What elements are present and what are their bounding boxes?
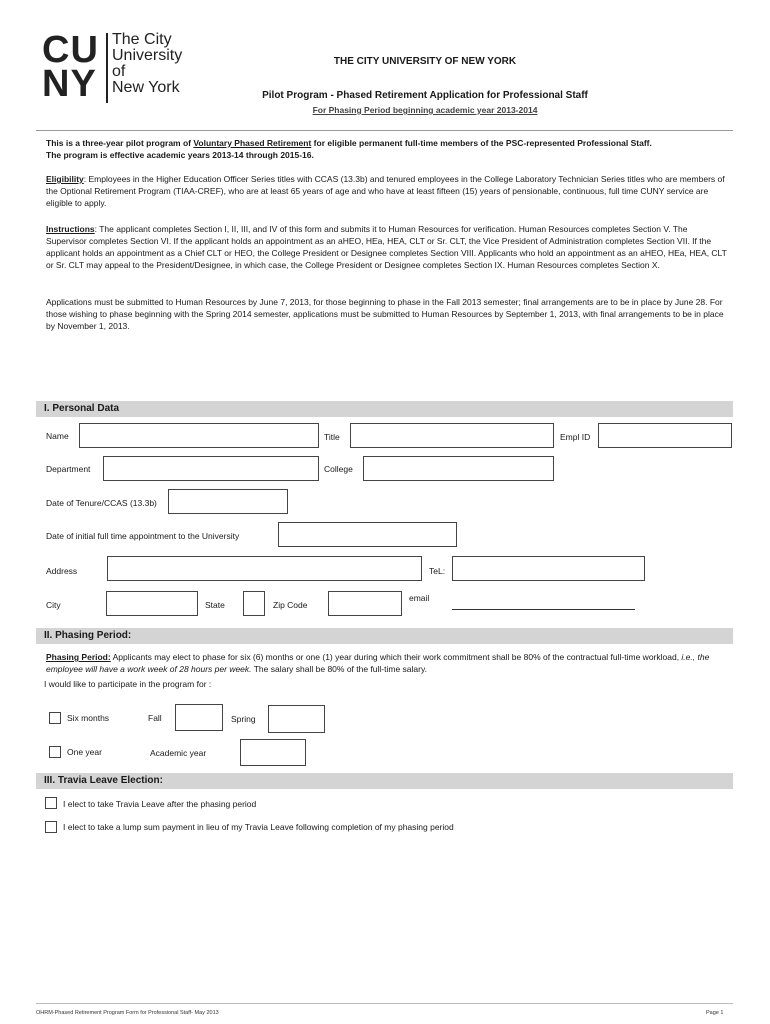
one-year-checkbox[interactable] [49, 746, 61, 758]
phasing-period-label: Phasing Period: [46, 652, 111, 662]
applications-text: Applications must be submitted to Human Resources by June 7, 2013, for those beginning to phase in the Fall 2013 semester; final arrangements are to be in place by June 28. For those wishing to phase beginning with the Spring 2014 semester, applications must be submitted to Human Resources by September 1, 2013, with final arrangements to be in place by November 1, 2013. [46, 297, 724, 331]
empl-id-input[interactable] [598, 423, 732, 448]
fall-label: Fall [148, 713, 162, 723]
instructions-text: : The applicant completes Section I, II, III, and IV of this form and submits it to Human Resources for verification. Human Resources completes Section V. The Supervisor completes Section VI. If the applicant holds an appointment as an aHEO, HEa, HEA, CLT or Sr. CLT, the Vice President of Administration completes Section VII. If the applicant holds an appointment as a Chief CLT or HEO, the College President or Designee completes Section VIII. Applicants who hold an appointment as an aHEO, HEa, HEA, CLT or Sr. CLT may appeal to the President/Designee, in which case, the College President or Designee completes Section IX. Human Resources completes Section X. [46, 224, 727, 270]
lump-sum-checkbox[interactable] [45, 821, 57, 833]
fall-input[interactable] [175, 704, 223, 731]
city-input[interactable] [106, 591, 198, 616]
logo-line: The City [112, 31, 172, 48]
college-input[interactable] [363, 456, 554, 481]
tenure-date-label: Date of Tenure/CCAS (13.3b) [46, 498, 157, 508]
phasing-text: Applicants may elect to phase for six (6) months or one (1) year during which their work commitment shall be 80% of the contractual full-time workload, [110, 652, 682, 662]
phased-retirement-link: Voluntary Phased Retirement [193, 138, 312, 148]
phasing-text-ie: i.e., [681, 652, 696, 662]
participate-label: I would like to participate in the program for : [44, 679, 212, 689]
address-label: Address [46, 566, 78, 576]
eligibility-text: : Employees in the Higher Education Officer Series titles with CCAS (13.3b) and tenured employees in the College Laboratory Technician Series titles who are members of the Optional Retirement Program (TIAA-CREF), who are at least 65 years of age and who have at least fifteen (15) years of pensionable, continuous, full time CUNY service are eligible to apply. [46, 174, 725, 208]
section-personal-data-header: I. Personal Data [36, 401, 733, 417]
tenure-date-input[interactable] [168, 489, 288, 514]
initial-appointment-label: Date of initial full time appointment to the University [46, 531, 240, 541]
logo-line: of [112, 63, 126, 80]
program-period: For Phasing Period beginning academic year 2013-2014 [312, 105, 538, 115]
eligibility-label: Eligibility [46, 174, 84, 184]
zip-code-label: Zip Code [273, 600, 308, 610]
travia-leave-label: I elect to take Travia Leave after the phasing period [63, 799, 257, 809]
tel-input[interactable] [452, 556, 645, 581]
program-title: Pilot Program - Phased Retirement Application for Professional Staff [262, 90, 588, 101]
travia-leave-checkbox[interactable] [45, 797, 57, 809]
tel-label: TeL: [429, 566, 446, 576]
six-months-label: Six months [67, 713, 110, 723]
applications-paragraph [46, 296, 728, 332]
address-input[interactable] [107, 556, 422, 581]
logo-letter: C [42, 29, 69, 71]
state-label: State [205, 600, 225, 610]
intro-text: for eligible permanent full-time members of the PSC-represented Professional Staff. [311, 138, 652, 148]
footer-rule [36, 1003, 733, 1004]
intro-paragraph [46, 137, 728, 161]
lump-sum-label: I elect to take a lump sum payment in lieu of my Travia Leave following completion of my phasing period [63, 822, 454, 832]
logo-letter: N [42, 63, 69, 105]
title-input[interactable] [350, 423, 554, 448]
academic-year-input[interactable] [240, 739, 306, 766]
six-months-checkbox[interactable] [49, 712, 61, 724]
college-label: College [324, 464, 353, 474]
department-label: Department [46, 464, 91, 474]
intro-text: This is a three-year pilot program of [46, 138, 194, 148]
title-label: Title [324, 432, 340, 442]
logo-line: University [112, 47, 183, 64]
logo-line: New York [112, 79, 180, 96]
name-input[interactable] [79, 423, 319, 448]
email-input[interactable] [452, 609, 635, 610]
initial-appointment-input[interactable] [278, 522, 457, 547]
footer-page-number: Page 1 [706, 1010, 724, 1016]
header-rule [36, 130, 733, 131]
phasing-period-paragraph [46, 651, 728, 675]
logo-letter: Y [70, 63, 95, 105]
eligibility-paragraph [46, 173, 728, 209]
section-phasing-period-header: II. Phasing Period: [36, 628, 733, 644]
zip-code-input[interactable] [328, 591, 402, 616]
state-input[interactable] [243, 591, 265, 616]
logo-letter: U [70, 29, 97, 71]
phasing-text: The salary shall be 80% of the full-time salary. [251, 664, 427, 674]
university-title: THE CITY UNIVERSITY OF NEW YORK [333, 56, 517, 67]
footer-form-id: OHRM-Phased Retirement Program Form for Professional Staff- May 2013 [36, 1010, 219, 1016]
instructions-label: Instructions [46, 224, 95, 234]
city-label: City [46, 600, 61, 610]
empl-id-label: Empl ID [560, 432, 591, 442]
name-label: Name [46, 431, 69, 441]
section-travia-leave-header: III. Travia Leave Election: [36, 773, 733, 789]
intro-text: The program is effective academic years 2013-14 through 2015-16. [46, 150, 314, 160]
phasing-text-italic: the employee will have a work week of 28 hours per week. [46, 652, 710, 674]
instructions-paragraph [46, 223, 728, 271]
department-input[interactable] [103, 456, 319, 481]
spring-input[interactable] [268, 705, 325, 733]
academic-year-label: Academic year [150, 748, 207, 758]
one-year-label: One year [67, 747, 102, 757]
spring-label: Spring [231, 714, 256, 724]
email-label: email [409, 593, 430, 603]
